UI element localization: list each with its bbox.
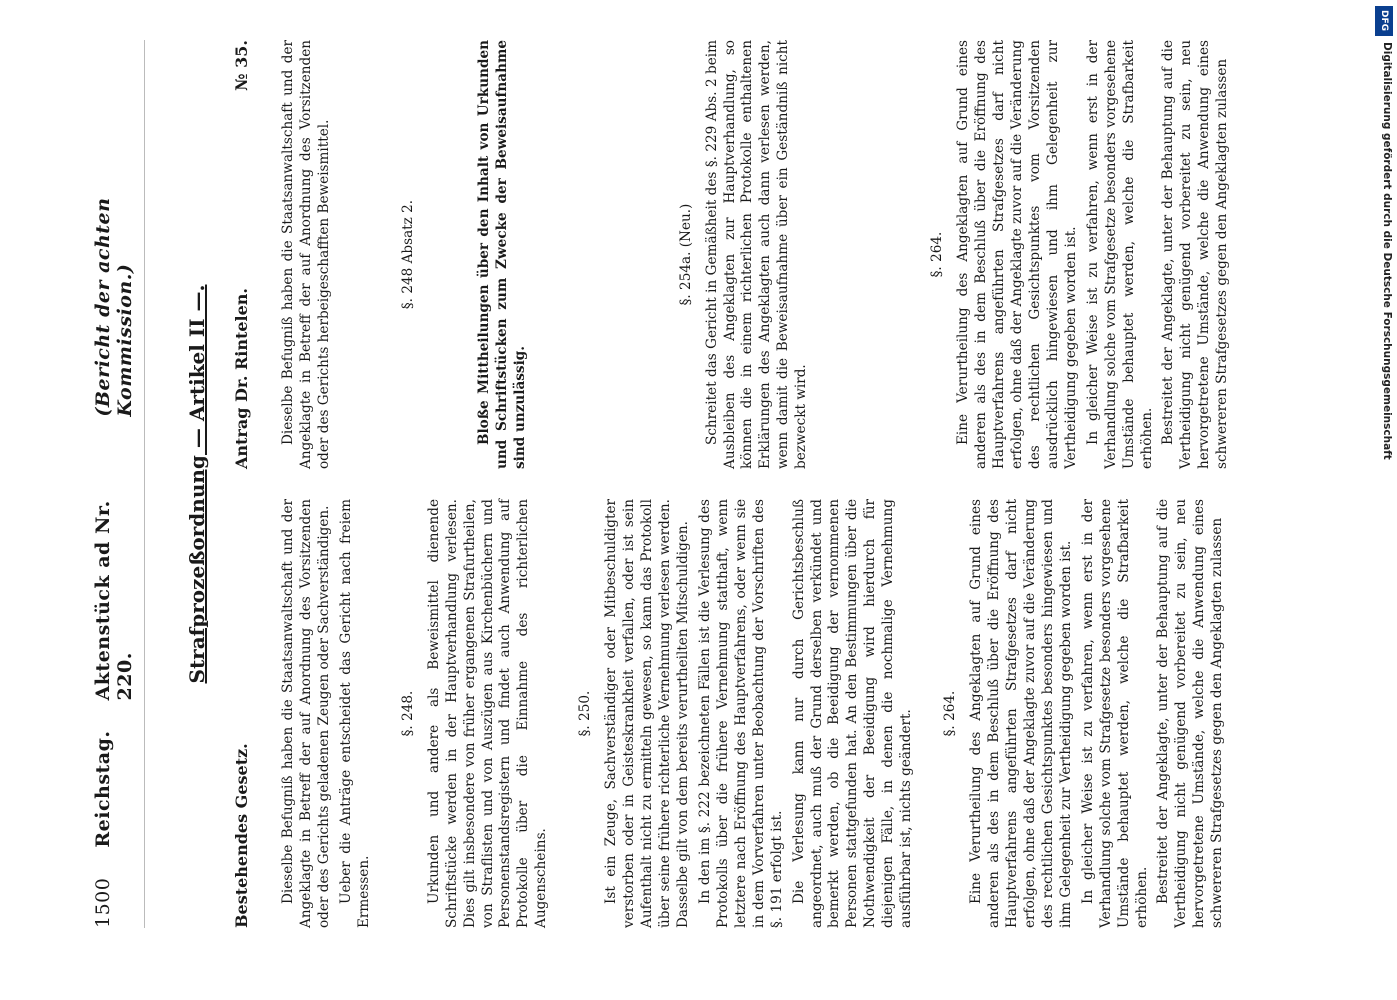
left-section-264-paragraph: In gleicher Weise ist zu verfahren, wenn erst in der Verhandlung solche vom Strafgesetze besonders vorgesehene Umstände behauptet werden, welche die Strafbarkeit erhöhen.: [1079, 499, 1150, 928]
two-column-body: [231, 40, 1236, 928]
running-header: [92, 40, 145, 928]
right-section-264-paragraph: Eine Verurtheilung des Angeklagten auf Grund eines anderen als des in dem Beschluß über die Eröffnung des Hauptverfahrens angeführten Strafgesetzes darf nicht erfolgen, ohne daß der Angeklagte zuvor auf die Veränderung des rechtlichen Gesichtspunktes vom Vorsitzenden ausdrücklich hingewiesen und ihm Gelegenheit zur Vertheidigung gegeben worden ist.: [955, 40, 1079, 469]
right-column-motion: [231, 40, 1236, 469]
left-section-248-text: Urkunden und andere als Beweismittel dienende Schriftstücke werden in der Hauptverhandlung verlesen. Dies gilt insbesondere von früher ergangenen Strafurtheilen, von Straflisten und von Auszügen aus Kirchenbüchern und Personenstandsregistern und findet auch Anwendung auf Protokolle über die Einnahme des richterlichen Augenscheins.: [425, 499, 550, 928]
motion-number: № 35.: [232, 40, 251, 91]
right-column-heading: Antrag Dr. Rintelen.: [232, 287, 251, 469]
right-section-248-text: Bloße Mittheilungen über den Inhalt von Urkunden und Schriftstücken zum Zwecke der Beweisaufnahme sind unzulässig.: [475, 40, 528, 469]
left-section-264-title: §. 264.: [942, 690, 959, 737]
left-section-264-paragraph: Bestreitet der Angeklagte, unter der Behauptung auf die Vertheidigung nicht genügend vorbereitet zu sein, neu hervorgetretene Umstände, welche die Anwendung eines schwereren Strafgesetzes gegen den Angeklagten zulassen: [1155, 499, 1226, 928]
header-center: Aktenstück ad Nr. 220.: [92, 500, 136, 701]
right-section-264-title: §. 264.: [929, 231, 946, 278]
left-intro-paragraph: Dieselbe Befugniß haben die Staatsanwaltschaft und der Angeklagte in Betreff der auf Anordnung des Vorsitzenden oder des Gerichts geladenen Zeugen oder Sachverständigen.: [280, 499, 332, 928]
left-column-heading-row: [231, 499, 252, 928]
header-left: Reichstag.: [92, 730, 114, 848]
page-number: 1500: [92, 877, 114, 928]
left-intro-paragraph: Ueber die Anträge entscheidet das Gericht nach freiem Ermessen.: [337, 499, 372, 928]
right-intro-paragraph: Dieselbe Befugniß haben die Staatsanwaltschaft und der Angeklagte in Betreff der auf Anordnung des Vorsitzenden oder des Gerichts herbeigeschafften Beweismittel.: [280, 40, 332, 469]
left-section-250-paragraph: Die Verlesung kann nur durch Gerichtsbeschluß angeordnet, auch muß der Grund derselben verkündet und bemerkt werden, ob die Beeidigung der vernommenen Personen stattgefunden hat. An den Bestimmungen über die Nothwendigkeit der Beeidigung wird hierdurch für diejenigen Fälle, in denen die nochmalige Vernehmung ausführbar ist, nichts geändert.: [790, 499, 915, 928]
right-column-heading-row: [231, 40, 252, 469]
right-section-254a-title: §. 254a. (Neu.): [677, 203, 694, 306]
digitization-sidebar: [1375, 6, 1393, 996]
header-right: (Bericht der achten Kommission.): [92, 197, 136, 417]
left-section-250-paragraph: Ist ein Zeuge, Sachverständiger oder Mitbeschuldigter verstorben oder in Geisteskrankheit verfallen, oder ist sein Aufenthalt nicht zu ermitteln gewesen, so kann das Protokoll über seine frühere richterliche Vernehmung verlesen werden. Dasselbe gilt von dem bereits verurtheilten Mitschuldigen.: [603, 499, 691, 928]
left-section-264-paragraph: Eine Verurtheilung des Angeklagten auf Grund eines anderen als des in dem Beschluß über die Eröffnung des Hauptverfahrens angeführten Strafgesetzes darf nicht erfolgen, ohne daß der Angeklagte zuvor auf die Veränderung des rechtlichen Gesichtspunktes besonders hingewiesen und ihm Gelegenheit zur Vertheidigung gegeben worden ist.: [968, 499, 1074, 928]
right-section-264-paragraph: In gleicher Weise ist zu verfahren, wenn erst in der Verhandlung solche vom Strafgesetze besonders vorgesehene Umstände behauptet werden, welche die Strafbarkeit erhöhen.: [1084, 40, 1155, 469]
dfg-logo-icon: DFG: [1375, 6, 1393, 36]
section-title: Strafprozeßordnung — Artikel II —.: [185, 284, 209, 684]
right-section-248-title: §. 248 Absatz 2.: [399, 199, 416, 310]
left-section-250-paragraph: In den im §. 222 bezeichneten Fällen ist die Verlesung des Protokolls über die frühere Vernehmung statthaft, wenn letztere nach Eröffnung des Hauptverfahrens, oder wenn sie in dem Vorverfahren unter Beobachtung der Vorschriften des §. 191 erfolgt ist.: [696, 499, 785, 928]
right-section-254a-text: Schreitet das Gericht in Gemäßheit des §. 229 Abs. 2 beim Ausbleiben des Angeklagten zur Hauptverhandlung, so können die in einem richterlichen Protokolle enthaltenen Erklärungen des Angeklagten auch dann verlesen werden, wenn damit die Beweisaufnahme über ein Geständniß nicht bezweckt wird.: [703, 40, 810, 469]
digitization-note: Digitalisierung gefördert durch die Deutsche Forschungsgemeinschaft: [1381, 42, 1393, 460]
left-column-heading: Bestehendes Gesetz.: [232, 743, 251, 928]
left-column-existing-law: [231, 499, 1236, 928]
left-section-248-title: §. 248.: [399, 690, 416, 737]
right-section-264-paragraph: Bestreitet der Angeklagte, unter der Behauptung auf die Vertheidigung nicht genügend vorbereitet zu sein, neu hervorgetretene Umstände, welche die Anwendung eines schwereren Strafgesetzes gegen den Angeklagten zulassen: [1160, 40, 1231, 469]
left-section-250-title: §. 250.: [577, 690, 594, 737]
